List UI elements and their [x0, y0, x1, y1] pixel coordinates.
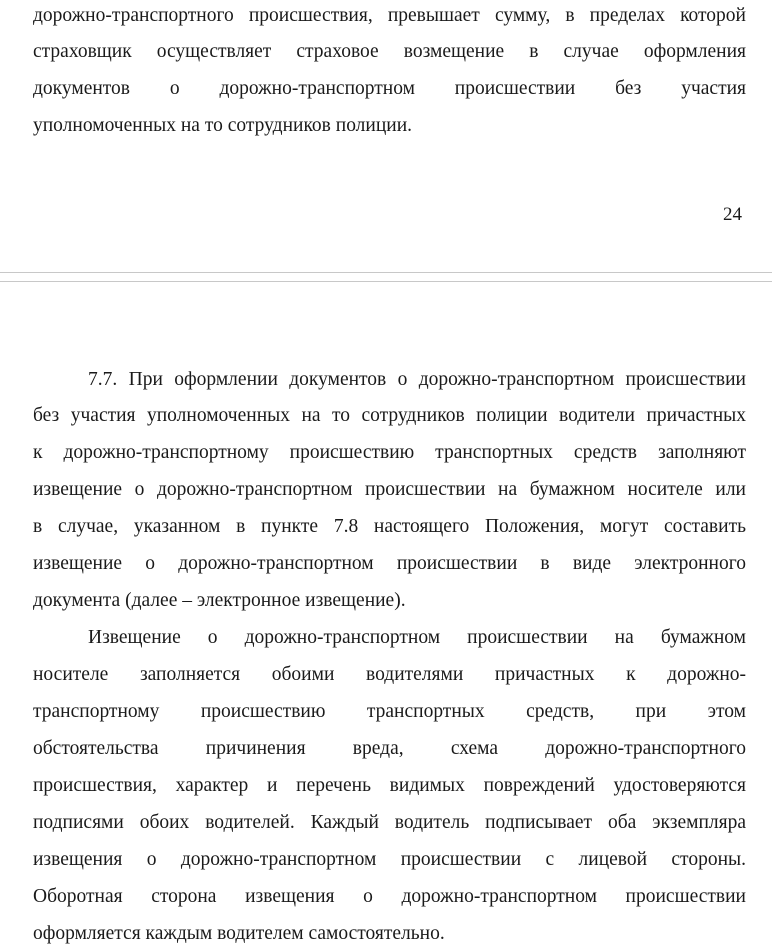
text-line: документа (далее – электронное извещение). — [33, 590, 406, 611]
document-page-25 — [0, 282, 772, 946]
text-line: уполномоченных на то сотрудников полиции. — [33, 115, 413, 136]
text-line: дорожно-транспортного происшествия, превышает сумму, в пределах которой — [33, 5, 746, 26]
text-line: обстоятельства причинения вреда, схема дорожно-транспортного — [33, 738, 746, 759]
text-line: к дорожно-транспортному происшествию транспортных средств заполняют — [33, 442, 746, 463]
document-page-24 — [0, 0, 772, 272]
text-line: документов о дорожно-транспортном происшествии без участия — [33, 78, 746, 99]
text-line: оформляется каждым водителем самостоятельно. — [33, 923, 445, 944]
text-line: извещения о дорожно-транспортном происшествии с лицевой стороны. — [33, 849, 746, 870]
text-line: извещение о дорожно-транспортном происшествии на бумажном носителе или — [33, 479, 746, 500]
text-line: в случае, указанном в пункте 7.8 настоящего Положения, могут составить — [33, 516, 746, 537]
page-number: 24 — [723, 204, 742, 225]
text-line: подписями обоих водителей. Каждый водитель подписывает оба экземпляра — [33, 812, 746, 833]
page-separator — [0, 272, 772, 282]
text-line: носителе заполняется обоими водителями причастных к дорожно- — [33, 664, 746, 685]
text-line: извещение о дорожно-транспортном происшествии в виде электронного — [33, 553, 746, 574]
text-line: Оборотная сторона извещения о дорожно-транспортном происшествии — [33, 886, 746, 907]
text-line: страховщик осуществляет страховое возмещение в случае оформления — [33, 41, 746, 62]
text-line: без участия уполномоченных на то сотрудников полиции водители причастных — [33, 405, 746, 426]
text-line: транспортному происшествию транспортных средств, при этом — [33, 701, 746, 722]
text-line: 7.7. При оформлении документов о дорожно-транспортном происшествии — [88, 369, 746, 390]
text-line: Извещение о дорожно-транспортном происшествии на бумажном — [88, 627, 746, 648]
text-line: происшествия, характер и перечень видимых повреждений удостоверяются — [33, 775, 746, 796]
